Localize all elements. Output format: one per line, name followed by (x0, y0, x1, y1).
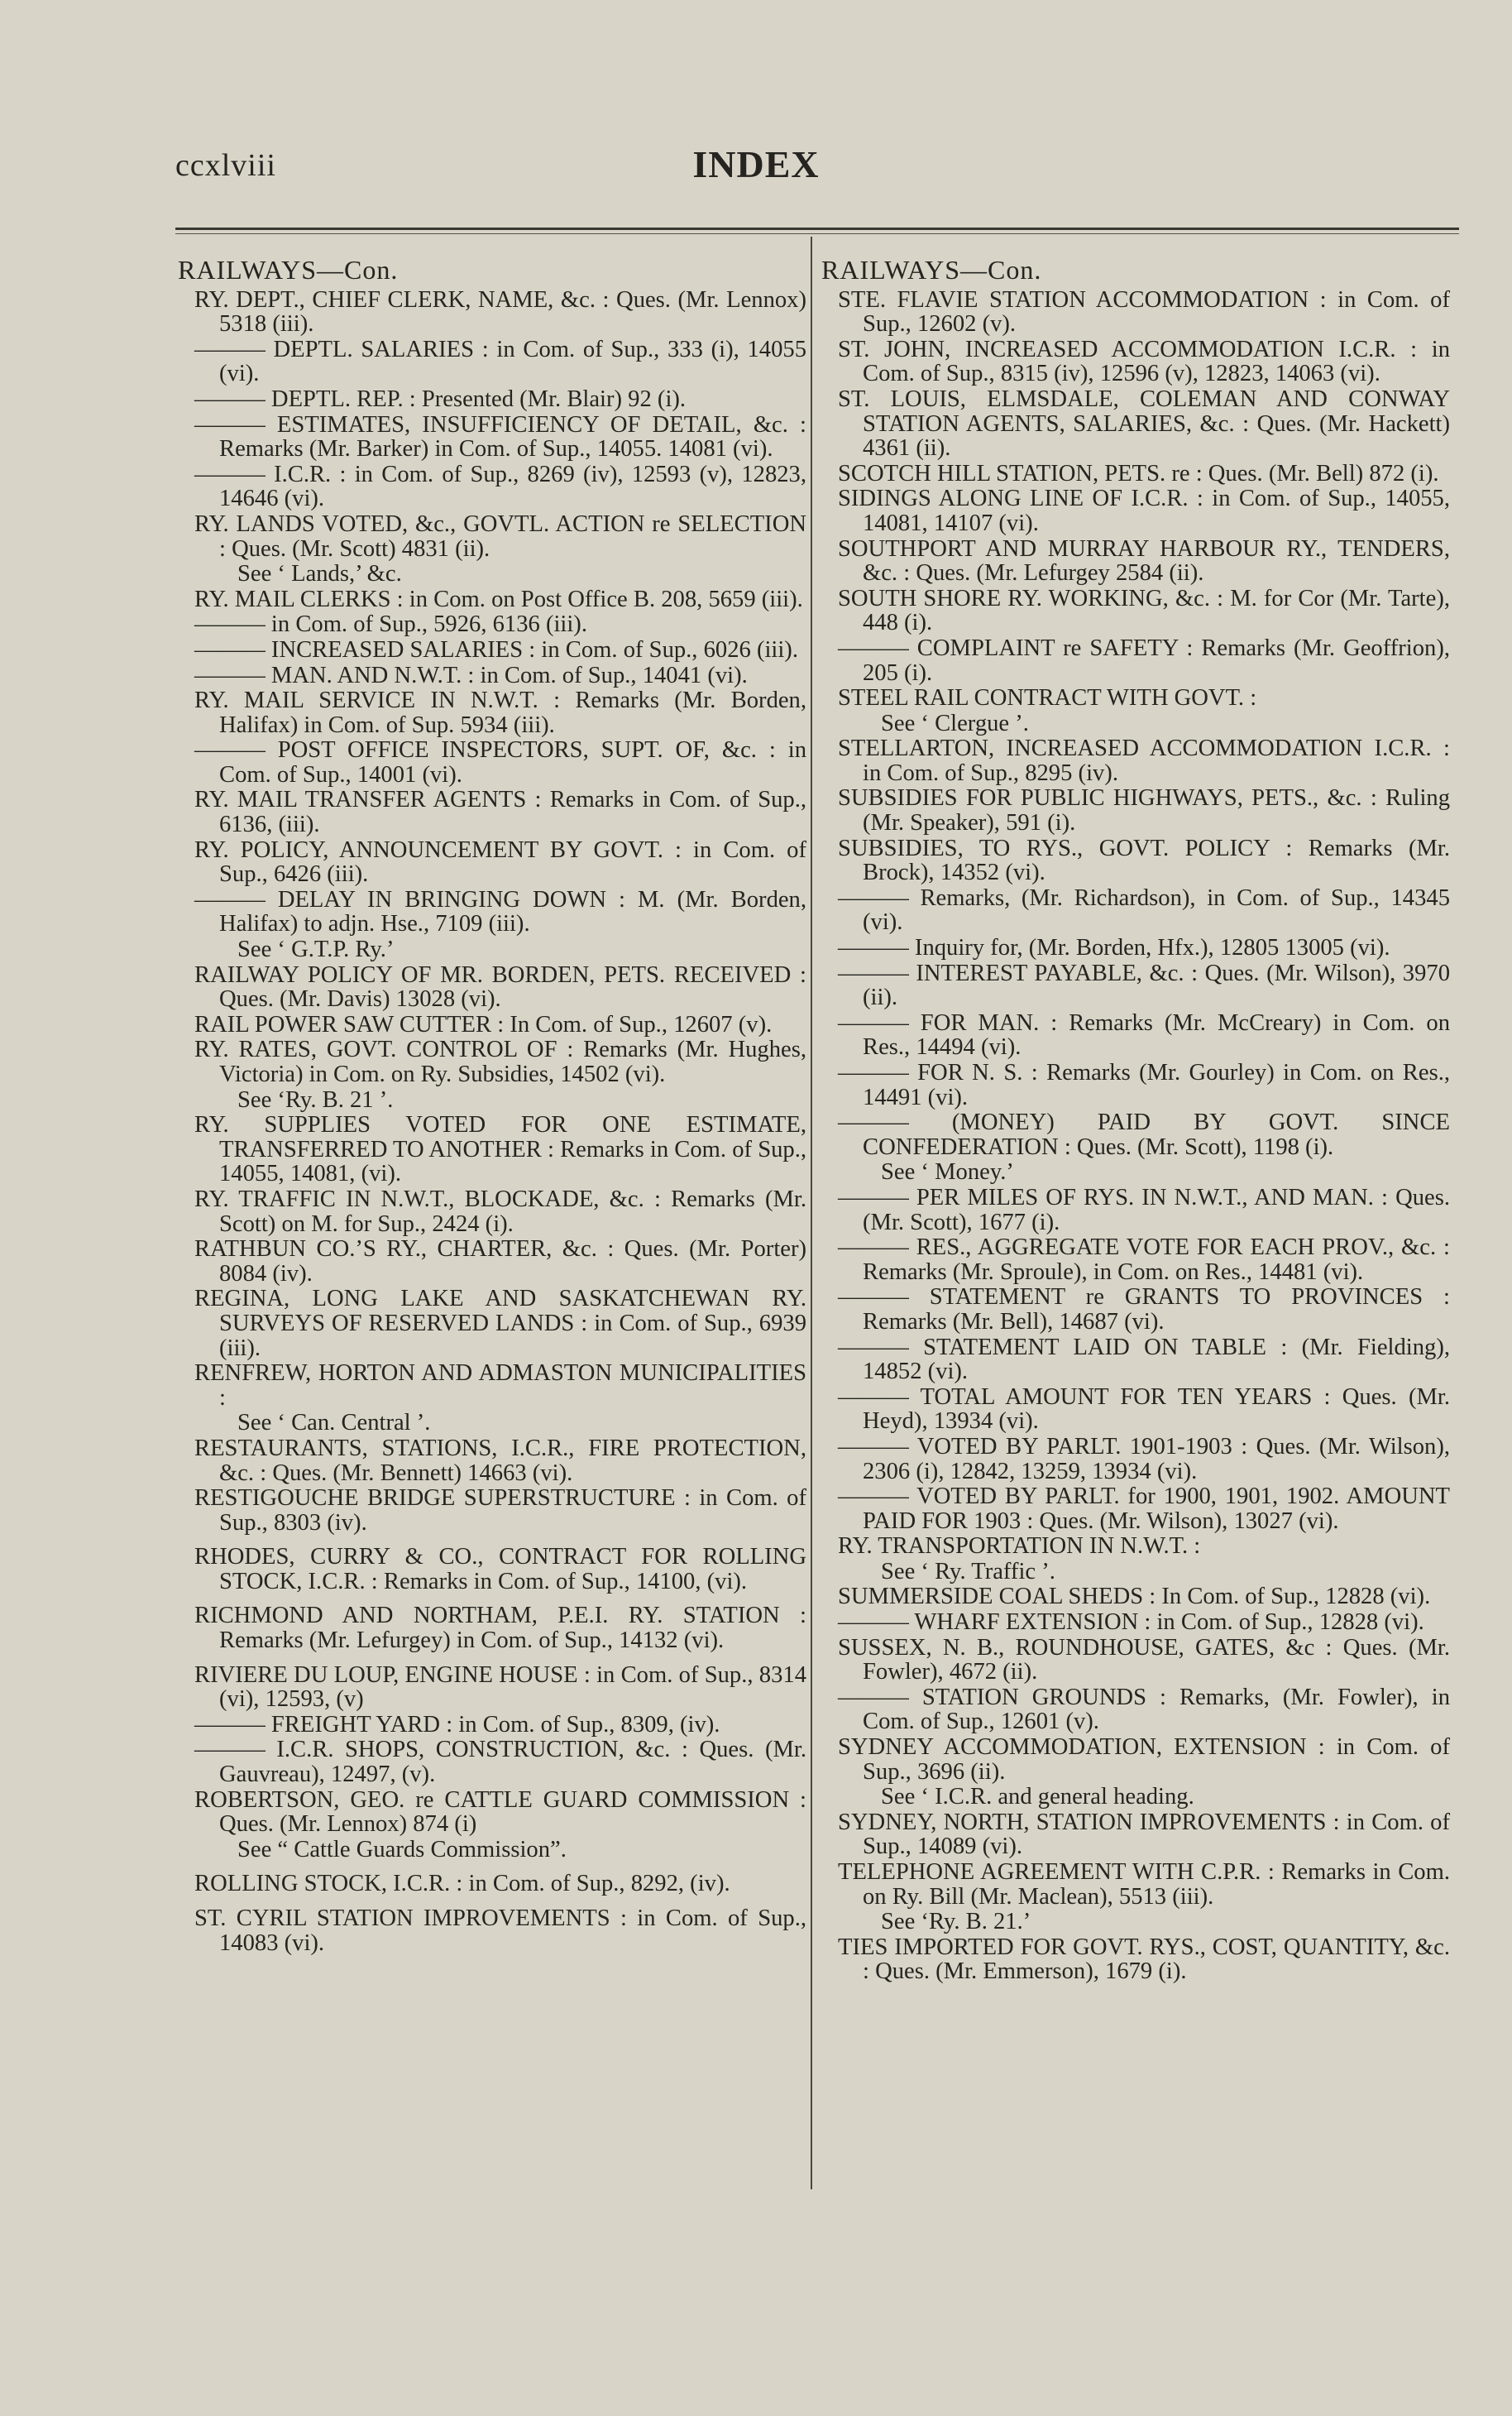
index-entry: SUMMERSIDE COAL SHEDS : In Com. of Sup., 12828 (vi). (838, 1584, 1431, 1610)
see-reference: See “ Cattle Guards Commission”. (237, 1836, 567, 1862)
index-entry: RESTAURANTS, STATIONS, I.C.R., FIRE PROTECTION, &c. : Ques. (Mr. Bennett) 14663 (vi). (194, 1435, 806, 1486)
index-entry: ST. CYRIL STATION IMPROVEMENTS : in Com. of Sup., 14083 (vi). (194, 1905, 806, 1956)
index-entry: ——— DELAY IN BRINGING DOWN : M. (Mr. Borden, Halifax) to adjn. Hse., 7109 (iii). (194, 886, 806, 937)
page-number: ccxlviii (175, 148, 276, 183)
index-entry: RY. LANDS VOTED, &c., GOVTL. ACTION re SELECTION : Ques. (Mr. Scott) 4831 (ii). (194, 511, 806, 562)
index-entry: ROBERTSON, GEO. re CATTLE GUARD COMMISSION : Ques. (Mr. Lennox) 874 (i) (194, 1786, 806, 1838)
index-entry: ——— FOR N. S. : Remarks (Mr. Gourley) in Com. on Res., 14491 (vi). (838, 1060, 1450, 1110)
see-reference: See ‘ Lands,’ &c. (237, 561, 402, 587)
index-entry: ——— Inquiry for, (Mr. Borden, Hfx.), 12805 13005 (vi). (838, 935, 1390, 961)
see-reference: See ‘ Can. Central ’. (237, 1410, 431, 1436)
see-reference: See ‘Ry. B. 21 ’. (237, 1086, 394, 1113)
index-entry: ——— VOTED BY PARLT. 1901-1903 : Ques. (Mr. Wilson), 2306 (i), 12842, 13259, 13934 (vi). (838, 1433, 1450, 1484)
index-entry: RY. RATES, GOVT. CONTROL OF : Remarks (Mr. Hughes, Victoria) in Com. on Ry. Subsidies, 14502 (vi). (194, 1037, 806, 1087)
index-entry: REGINA, LONG LAKE AND SASKATCHEWAN RY. SURVEYS OF RESERVED LANDS : in Com. of Sup., 6939 (iii). (194, 1286, 806, 1361)
index-entry: RY. TRAFFIC IN N.W.T., BLOCKADE, &c. : Remarks (Mr. Scott) on M. for Sup., 2424 (i). (194, 1186, 806, 1237)
index-entry: ——— in Com. of Sup., 5926, 6136 (iii). (194, 611, 587, 638)
index-entry: SYDNEY ACCOMMODATION, EXTENSION : in Com. of Sup., 3696 (ii). (838, 1734, 1450, 1785)
see-reference: See ‘Ry. B. 21.’ (881, 1909, 1031, 1935)
index-entry: SOUTHPORT AND MURRAY HARBOUR RY., TENDERS, &c. : Ques. (Mr. Lefurgey 2584 (ii). (838, 535, 1450, 587)
index-entry: ——— DEPTL. SALARIES : in Com. of Sup., 333 (i), 14055 (vi). (194, 336, 806, 387)
index-entry: ——— VOTED BY PARLT. for 1900, 1901, 1902. AMOUNT PAID FOR 1903 : Ques. (Mr. Wilson), 13027 (vi). (838, 1484, 1450, 1534)
index-entry: RY. MAIL CLERKS : in Com. on Post Office B. 208, 5659 (iii). (194, 586, 803, 612)
index-entry: ——— INCREASED SALARIES : in Com. of Sup., 6026 (iii). (194, 636, 798, 663)
index-entry: ——— PER MILES OF RYS. IN N.W.T., AND MAN. : Ques. (Mr. Scott), 1677 (i). (838, 1184, 1450, 1235)
index-entry: ——— WHARF EXTENSION : in Com. of Sup., 12828 (vi). (838, 1609, 1424, 1636)
index-entry: STEEL RAIL CONTRACT WITH GOVT. : (838, 685, 1257, 712)
index-entry: ——— STATION GROUNDS : Remarks, (Mr. Fowler), in Com. of Sup., 12601 (v). (838, 1684, 1450, 1735)
column-divider (811, 237, 812, 2189)
see-reference: See ‘ Money.’ (881, 1159, 1014, 1186)
index-entry: SUBSIDIES, TO RYS., GOVT. POLICY : Remarks (Mr. Brock), 14352 (vi). (838, 835, 1450, 886)
index-entry: RY. SUPPLIES VOTED FOR ONE ESTIMATE, TRANSFERRED TO ANOTHER : Remarks in Com. of Sup., 14055, 14081, (vi). (194, 1112, 806, 1187)
see-reference: See ‘ Ry. Traffic ’. (881, 1558, 1055, 1584)
index-entry: RY. DEPT., CHIEF CLERK, NAME, &c. : Ques. (Mr. Lennox) 5318 (iii). (194, 286, 806, 338)
index-entry: SCOTCH HILL STATION, PETS. re : Ques. (Mr. Bell) 872 (i). (838, 460, 1439, 487)
index-entry: ——— MAN. AND N.W.T. : in Com. of Sup., 14041 (vi). (194, 662, 748, 688)
see-reference: See ‘ I.C.R. and general heading. (881, 1784, 1194, 1810)
index-entry: ——— RES., AGGREGATE VOTE FOR EACH PROV., &c. : Remarks (Mr. Sproule), in Com. on Res., 14481 (vi). (838, 1234, 1450, 1285)
index-entry: ——— I.C.R. : in Com. of Sup., 8269 (iv), 12593 (v), 12823, 14646 (vi). (194, 461, 806, 512)
index-entry: ——— I.C.R. SHOPS, CONSTRUCTION, &c. : Ques. (Mr. Gauvreau), 12497, (v). (194, 1737, 806, 1788)
index-entry: RAILWAY POLICY OF MR. BORDEN, PETS. RECEIVED : Ques. (Mr. Davis) 13028 (vi). (194, 961, 806, 1013)
index-entry: RIVIERE DU LOUP, ENGINE HOUSE : in Com. of Sup., 8314 (vi), 12593, (v) (194, 1661, 806, 1713)
index-entry: ——— STATEMENT LAID ON TABLE : (Mr. Fielding), 14852 (vi). (838, 1334, 1450, 1385)
index-entry: RY. MAIL SERVICE IN N.W.T. : Remarks (Mr. Borden, Halifax) in Com. of Sup. 5934 (iii). (194, 688, 806, 738)
index-entry: ——— INTEREST PAYABLE, &c. : Ques. (Mr. Wilson), 3970 (ii). (838, 960, 1450, 1011)
index-entry: ——— FREIGHT YARD : in Com. of Sup., 8309, (iv). (194, 1711, 720, 1738)
index-entry: RICHMOND AND NORTHAM, P.E.I. RY. STATION : Remarks (Mr. Lefurgey) in Com. of Sup., 14132 (vi). (194, 1603, 806, 1654)
index-entry: ——— TOTAL AMOUNT FOR TEN YEARS : Ques. (Mr. Heyd), 13934 (vi). (838, 1383, 1450, 1435)
index-entry: ——— COMPLAINT re SAFETY : Remarks (Mr. Geoffrion), 205 (i). (838, 635, 1450, 686)
index-entry: ——— Remarks, (Mr. Richardson), in Com. of Sup., 14345 (vi). (838, 884, 1450, 936)
index-entry: TELEPHONE AGREEMENT WITH C.P.R. : Remarks in Com. on Ry. Bill (Mr. Maclean), 5513 (iii). (838, 1859, 1450, 1910)
index-entry: ST. LOUIS, ELMSDALE, COLEMAN AND CONWAY STATION AGENTS, SALARIES, &c. : Ques. (Mr. Hackett) 4361 (ii). (838, 386, 1450, 462)
header-rule (175, 228, 1459, 230)
index-entry: ——— FOR MAN. : Remarks (Mr. McCreary) in Com. on Res., 14494 (vi). (838, 1009, 1450, 1061)
see-reference: See ‘ Clergue ’. (881, 710, 1029, 736)
index-entry: STE. FLAVIE STATION ACCOMMODATION : in Com. of Sup., 12602 (v). (838, 286, 1450, 338)
index-entry: RESTIGOUCHE BRIDGE SUPERSTRUCTURE : in Com. of Sup., 8303 (iv). (194, 1485, 806, 1536)
index-entry: RATHBUN CO.’S RY., CHARTER, &c. : Ques. (Mr. Porter) 8084 (iv). (194, 1236, 806, 1287)
index-entry: SUSSEX, N. B., ROUNDHOUSE, GATES, &c : Ques. (Mr. Fowler), 4672 (ii). (838, 1634, 1450, 1685)
index-entry: ——— DEPTL. REP. : Presented (Mr. Blair) 92 (i). (194, 386, 687, 412)
index-entry: SIDINGS ALONG LINE OF I.C.R. : in Com. of Sup., 14055, 14081, 14107 (vi). (838, 486, 1450, 536)
index-entry: ——— POST OFFICE INSPECTORS, SUPT. OF, &c. : in Com. of Sup., 14001 (vi). (194, 737, 806, 788)
index-entry: SOUTH SHORE RY. WORKING, &c. : M. for Cor (Mr. Tarte), 448 (i). (838, 585, 1450, 636)
column-heading: RAILWAYS—Con. (178, 255, 399, 285)
index-entry: SYDNEY, NORTH, STATION IMPROVEMENTS : in Com. of Sup., 14089 (vi). (838, 1809, 1450, 1860)
index-entry: RENFREW, HORTON AND ADMASTON MUNICIPALITIES : (194, 1360, 806, 1411)
left-column (178, 255, 806, 1956)
column-heading: RAILWAYS—Con. (821, 255, 1042, 285)
index-entry: STELLARTON, INCREASED ACCOMMODATION I.C.R. : in Com. of Sup., 8295 (iv). (838, 736, 1450, 786)
right-column (821, 255, 1450, 1985)
header-rule-thin (175, 233, 1459, 234)
index-entry: TIES IMPORTED FOR GOVT. RYS., COST, QUANTITY, &c. : Ques. (Mr. Emmerson), 1679 (i). (838, 1934, 1450, 1985)
index-entry: SUBSIDIES FOR PUBLIC HIGHWAYS, PETS., &c. : Ruling (Mr. Speaker), 591 (i). (838, 785, 1450, 836)
see-reference: See ‘ G.T.P. Ry.’ (237, 937, 395, 963)
index-entry: RY. POLICY, ANNOUNCEMENT BY GOVT. : in Com. of Sup., 6426 (iii). (194, 836, 806, 888)
page-title: INDEX (692, 143, 820, 185)
index-entry: RHODES, CURRY & CO., CONTRACT FOR ROLLING STOCK, I.C.R. : Remarks in Com. of Sup., 14100, (vi). (194, 1544, 806, 1594)
index-entry: ——— ESTIMATES, INSUFFICIENCY OF DETAIL, &c. : Remarks (Mr. Barker) in Com. of Sup., 14055. 14081 (vi). (194, 411, 806, 463)
index-entry: ST. JOHN, INCREASED ACCOMMODATION I.C.R. : in Com. of Sup., 8315 (iv), 12596 (v), 12823, 14063 (vi). (838, 336, 1450, 387)
index-entry: ——— (MONEY) PAID BY GOVT. SINCE CONFEDERATION : Ques. (Mr. Scott), 1198 (i). (838, 1110, 1450, 1160)
index-entry: ROLLING STOCK, I.C.R. : in Com. of Sup., 8292, (iv). (194, 1871, 730, 1897)
index-entry: ——— STATEMENT re GRANTS TO PROVINCES : Remarks (Mr. Bell), 14687 (vi). (838, 1284, 1450, 1335)
index-entry: RY. MAIL TRANSFER AGENTS : Remarks in Com. of Sup., 6136, (iii). (194, 787, 806, 838)
index-entry: RY. TRANSPORTATION IN N.W.T. : (838, 1533, 1201, 1560)
index-entry: RAIL POWER SAW CUTTER : In Com. of Sup., 12607 (v). (194, 1011, 773, 1038)
